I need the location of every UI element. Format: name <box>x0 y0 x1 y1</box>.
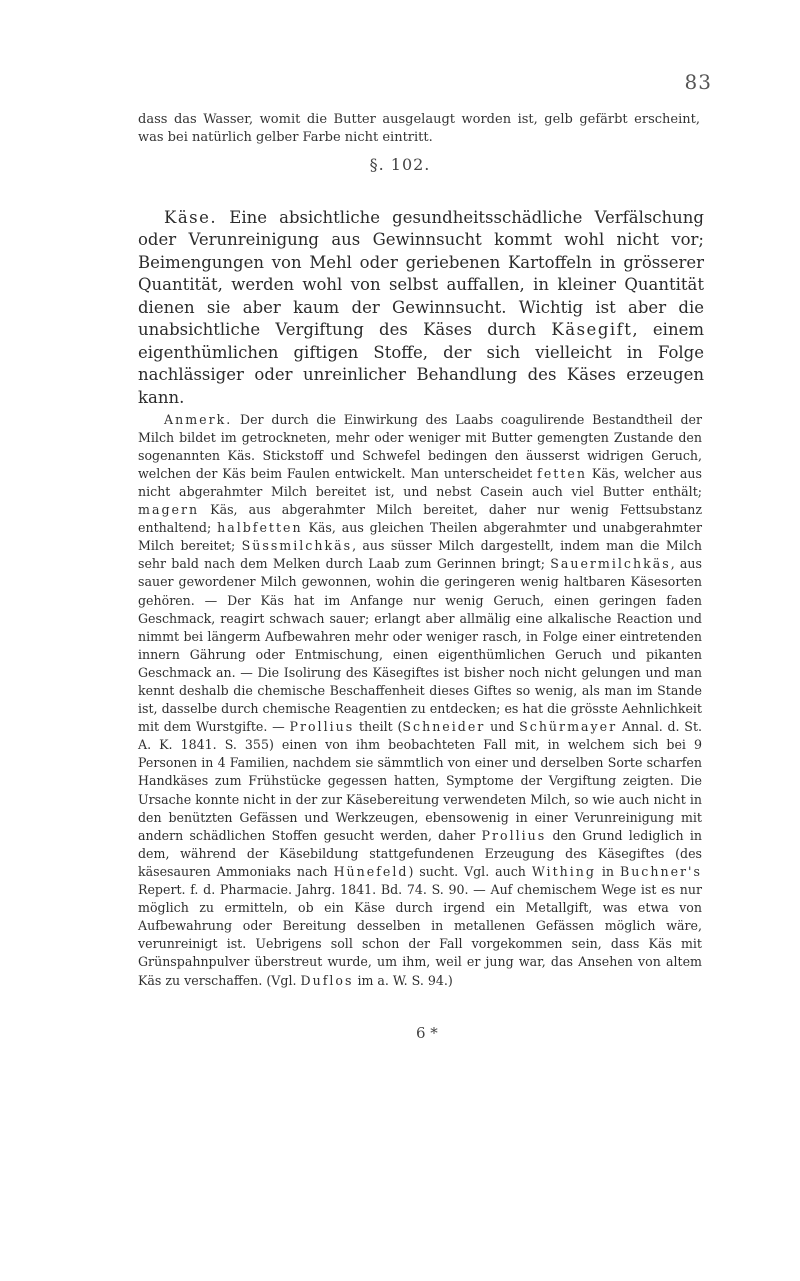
note-part: Käs, welcher aus nicht abgerahmter Milch bereitet ist, und nebst Casein auch viel Butter enthält; <box>138 465 702 499</box>
continuation-paragraph: dass das Wasser, womit die Butter ausgelaugt worden ist, gelb gefärbt erscheint, was bei natürlich gelber Farbe nicht eintritt. <box>138 112 700 145</box>
section-lead-word: Käse. <box>164 207 218 227</box>
author-buchner: Buchner's <box>619 863 702 879</box>
section-heading: §. 102. <box>369 155 431 174</box>
author-schneider: Schneider <box>402 719 486 735</box>
author-duflos: Duflos <box>300 972 354 988</box>
remark-paragraph <box>138 411 702 990</box>
author-withing: Withing <box>531 863 596 879</box>
author-prollius: Prollius <box>481 827 547 843</box>
signature-mark: 6 * <box>416 1024 438 1042</box>
term-halbfetten: halbfetten <box>217 520 303 536</box>
note-part: , aus sauer gewordener Milch gewonnen, wohin die geringeren wenig haltbaren Käsesorten gehören. — Der Käs hat im Anfange nur wenig Geruch, einen geringen faden Geschmack, reagirt schwach sauer; erlangt aber allmälig eine alkalische Reaction und nimmt bei längerm Aufbewahren mehr oder weniger rasch, in Folge einer eintretenden innern Gährung oder Entmischung, einen eigenthümlichen Geruch und pikanten Geschmack an. — Die Isolirung des Käsegiftes ist bisher noch nicht gelungen und man kennt deshalb die chemische Beschaffenheit dieses Giftes so wenig, als man im Stande ist, dasselbe durch chemische Reagentien zu entdecken; es hat die grösste Aehnlichkeit mit dem Wurstgifte. — <box>138 556 702 735</box>
main-paragraph <box>138 207 704 410</box>
note-part: Käs, aus gleichen Theilen abgerahmter und unabgerahmter Milch bereitet; <box>138 520 702 554</box>
note-part: in <box>595 863 620 879</box>
author-huenefeld: Hünefeld <box>333 863 409 879</box>
term-magern: magern <box>138 502 200 518</box>
remark-label: Anmerk. <box>164 411 233 427</box>
note-part: , aus süsser Milch dargestellt, indem man die Milch sehr bald nach dem Melken durch Laab zum Gerinnen bringt; <box>138 538 702 572</box>
body-text-1: Eine absichtliche gesundheitsschädliche Verfälschung oder Verunreinigung aus Gewinnsucht kommt wohl nicht vor; Beimengungen von Mehl oder geriebenen Kartoffeln in grösserer Quantität, werden wohl von selbst auffallen, in kleiner Quantität dienen sie aber kaum der Gewinnsucht. Wichtig ist aber die unabsichtliche Vergiftung des Käses durch <box>138 207 704 339</box>
term-suessmilchkaes: Süssmilchkäs <box>241 538 353 554</box>
term-fetten: fetten <box>537 465 587 481</box>
body-text-2: , einem eigenthümlichen giftigen Stoffe, der sich vielleicht in Folge nachlässiger oder unreinlicher Behandlung des Käses erzeugen kann. <box>138 320 704 407</box>
term-kaesegift: Käsegift <box>551 320 633 339</box>
term-sauermilchkaes: Sauermilchkäs <box>550 556 671 572</box>
note-part: Annal. d. St. A. K. 1841. S. 355) einen von ihm beobachteten Fall mit, in welchem sich bei 9 Personen in 4 Familien, nachdem sie sämmtlich von einer und derselben Sorte scharfen Handkäses zum Frühstücke gegessen hatten, Symptome der Vergiftung zeigten. Die Ursache konnte nicht in der zur Käsebereitung verwendeten Milch, so wie auch nicht in den benützten Gefässen und Werkzeugen, ebensowenig in einer Verunreinigung mit andern schädlichen Stoffen gesucht werden, daher <box>138 719 703 843</box>
note-part: Käs, aus abgerahmter Milch bereitet, daher nur wenig Fettsubstanz enthaltend; <box>138 502 702 536</box>
author-schuermayer: Schürmayer <box>519 719 618 735</box>
note-part: im a. W. S. 94.) <box>353 972 453 988</box>
note-part: ) sucht. Vgl. auch <box>408 863 532 879</box>
note-part: theilt ( <box>354 719 403 735</box>
note-part: und <box>485 719 520 735</box>
note-part: den Grund lediglich in dem, während der Käsebildung stattgefundenen Erzeugung des Käsegiftes (des käsesauren Ammoniaks nach <box>138 827 702 879</box>
note-part: Der durch die Einwirkung des Laabs coagulirende Bestandtheil der Milch bildet im getrockneten, mehr oder weniger mit Butter gemengten Zustande den sogenannten Käs. Stickstoff und Schwefel bedingen den äusserst widrigen Geruch, welchen der Käs beim Faulen entwickelt. Man unterscheidet <box>138 411 702 481</box>
note-part: Repert. f. d. Pharmacie. Jahrg. 1841. Bd. 74. S. 90. — Auf chemischem Wege ist es nur möglich zu ermitteln, ob ein Käse durch irgend ein Metallgift, was etwa von Aufbewahrung oder Bereitung desselben in metallenen Gefässen möglich wäre, verunreinigt ist. Uebrigens soll schon der Fall vorgekommen sein, dass Käs mit Grünspahnpulver überstreut wurde, um ihm, weil er jung war, das Ansehen von altem Käs zu verschaffen. (Vgl. <box>138 882 702 988</box>
page-number: 83 <box>684 70 712 94</box>
author-prollius: Prollius <box>289 719 355 735</box>
